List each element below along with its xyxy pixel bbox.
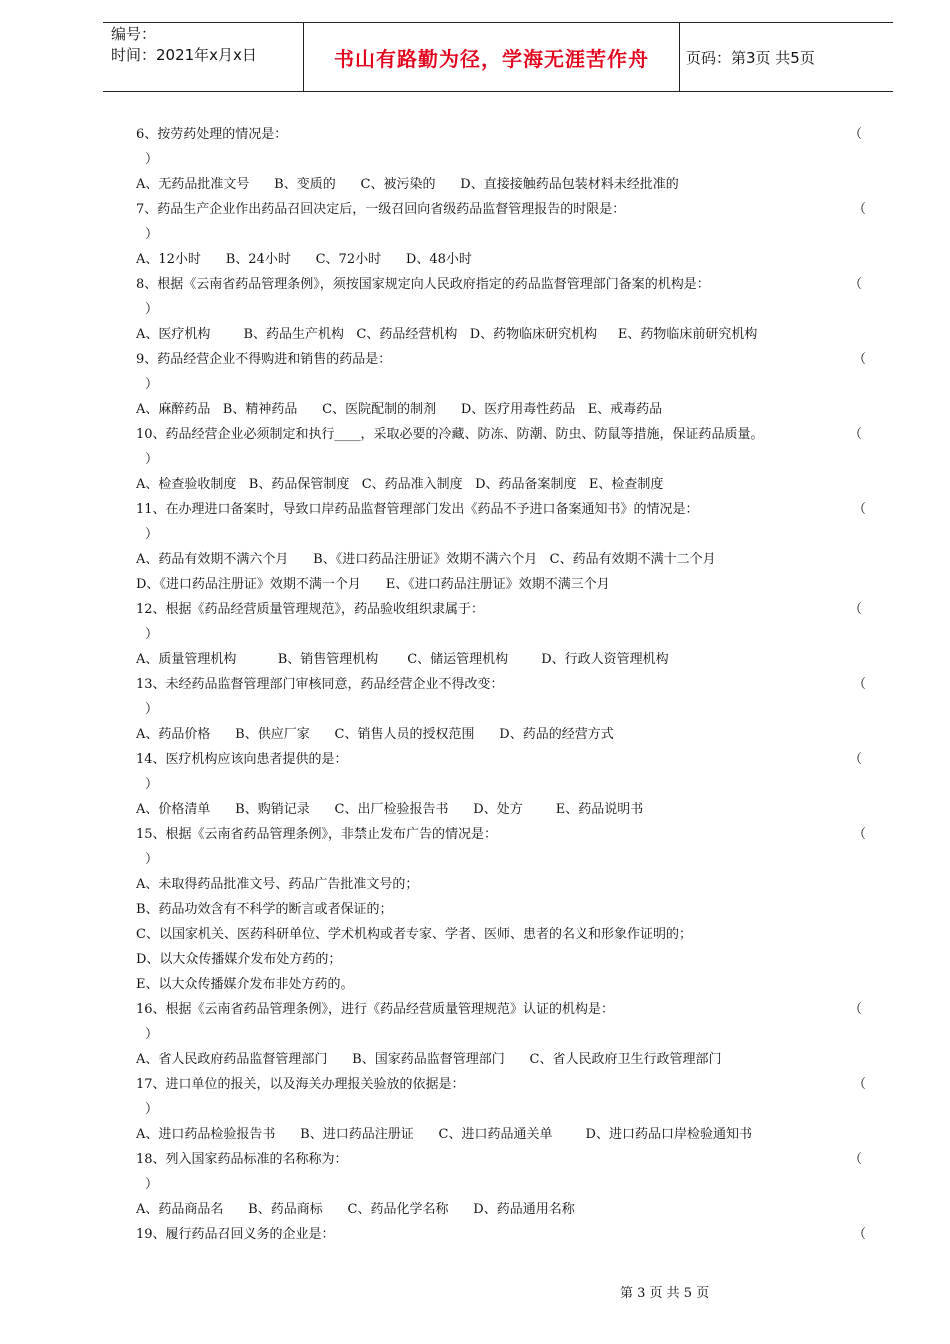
answer-paren-open: （ bbox=[853, 827, 867, 842]
question-text: 17、进口单位的报关，以及海关办理报关验放的依据是： bbox=[136, 1077, 465, 1092]
option-line: E、以大众传播媒介发布非处方药的。 bbox=[136, 977, 354, 992]
answer-paren-open: （ bbox=[849, 1152, 863, 1167]
answer-paren-open: （ bbox=[849, 1002, 863, 1017]
question-text: 8、根据《云南省药品管理条例》，须按国家规定向人民政府指定的药品监督管理部门备案的机构是： bbox=[136, 277, 710, 292]
answer-paren-open: （ bbox=[853, 1227, 867, 1242]
question-text: 16、根据《云南省药品管理条例》，进行《药品经营质量管理规范》认证的机构是： bbox=[136, 1002, 615, 1017]
answer-paren-open: （ bbox=[853, 202, 867, 217]
header-motto-cell bbox=[303, 23, 680, 91]
option-line: C、以国家机关、医药科研单位、学术机构或者专家、学者、医师、患者的名义和形象作证明的； bbox=[136, 927, 692, 942]
page-footer: 第 3 页 共 5 页 bbox=[620, 1286, 710, 1301]
option-line: A、医疗机构 B、药品生产机构 C、药品经营机构 D、药物临床研究机构 E、药物临床前研究机构 bbox=[136, 327, 758, 342]
option-line: A、12小时 B、24小时 C、72小时 D、48小时 bbox=[136, 252, 472, 267]
question-text: 13、未经药品监督管理部门审核同意，药品经营企业不得改变： bbox=[136, 677, 504, 692]
option-line: A、麻醉药品 B、精神药品 C、医院配制的制剂 D、医疗用毒性药品 E、戒毒药品 bbox=[136, 402, 663, 417]
question-text: 6、按劳药处理的情况是： bbox=[136, 127, 288, 142]
option-line: A、进口药品检验报告书 B、进口药品注册证 C、进口药品通关单 D、进口药品口岸检验通知书 bbox=[136, 1127, 752, 1142]
answer-paren-open: （ bbox=[849, 752, 863, 767]
answer-paren-close: ） bbox=[145, 227, 159, 242]
time-label: 时间：2021年x月x日 bbox=[111, 46, 257, 64]
question-text: 7、药品生产企业作出药品召回决定后，一级召回向省级药品监督管理报告的时限是： bbox=[136, 202, 626, 217]
option-line: A、价格清单 B、购销记录 C、出厂检验报告书 D、处方 E、药品说明书 bbox=[136, 802, 644, 817]
question-text: 15、根据《云南省药品管理条例》，非禁止发布广告的情况是： bbox=[136, 827, 498, 842]
option-line: A、质量管理机构 B、销售管理机构 C、储运管理机构 D、行政人资管理机构 bbox=[136, 652, 669, 667]
option-line: B、药品功效含有不科学的断言或者保证的； bbox=[136, 902, 393, 917]
answer-paren-close: ） bbox=[145, 302, 159, 317]
answer-paren-open: （ bbox=[849, 277, 863, 292]
answer-paren-close: ） bbox=[145, 702, 159, 717]
question-text: 18、列入国家药品标准的名称称为： bbox=[136, 1152, 348, 1167]
number-label: 编号： bbox=[111, 25, 157, 43]
motto: 书山有路勤为径，学海无涯苦作舟 bbox=[334, 46, 649, 71]
option-line: A、检查验收制度 B、药品保管制度 C、药品准入制度 D、药品备案制度 E、检查制度 bbox=[136, 477, 664, 492]
answer-paren-close: ） bbox=[145, 152, 159, 167]
question-text: 10、药品经营企业必须制定和执行____，采取必要的冷藏、防冻、防潮、防虫、防鼠等措施，保证药品质量。 bbox=[136, 427, 764, 442]
page-header bbox=[103, 22, 893, 92]
answer-paren-close: ） bbox=[145, 452, 159, 467]
answer-paren-open: （ bbox=[853, 1077, 867, 1092]
option-line: A、药品有效期不满六个月 B、《进口药品注册证》效期不满六个月 C、药品有效期不满十二个月 bbox=[136, 552, 716, 567]
option-line: A、无药品批准文号 B、变质的 C、被污染的 D、直接接触药品包装材料未经批准的 bbox=[136, 177, 679, 192]
answer-paren-close: ） bbox=[145, 1102, 159, 1117]
option-line: A、药品价格 B、供应厂家 C、销售人员的授权范围 D、药品的经营方式 bbox=[136, 727, 614, 742]
question-text: 14、医疗机构应该向患者提供的是： bbox=[136, 752, 348, 767]
option-line: D、《进口药品注册证》效期不满一个月 E、《进口药品注册证》效期不满三个月 bbox=[136, 577, 610, 592]
answer-paren-open: （ bbox=[849, 127, 863, 142]
header-page-info-cell bbox=[686, 23, 891, 91]
option-line: A、未取得药品批准文号、药品广告批准文号的； bbox=[136, 877, 419, 892]
answer-paren-open: （ bbox=[849, 427, 863, 442]
answer-paren-close: ） bbox=[145, 377, 159, 392]
header-meta bbox=[111, 23, 296, 91]
answer-paren-close: ） bbox=[145, 852, 159, 867]
question-text: 9、药品经营企业不得购进和销售的药品是： bbox=[136, 352, 392, 367]
page-info: 页码：第3页 共5页 bbox=[686, 48, 815, 67]
answer-paren-open: （ bbox=[853, 352, 867, 367]
answer-paren-close: ） bbox=[145, 627, 159, 642]
answer-paren-open: （ bbox=[853, 502, 867, 517]
answer-paren-open: （ bbox=[849, 602, 863, 617]
answer-paren-close: ） bbox=[145, 1027, 159, 1042]
answer-paren-close: ） bbox=[145, 777, 159, 792]
answer-paren-open: （ bbox=[853, 677, 867, 692]
option-line: A、药品商品名 B、药品商标 C、药品化学名称 D、药品通用名称 bbox=[136, 1202, 575, 1217]
answer-paren-close: ） bbox=[145, 1177, 159, 1192]
answer-paren-close: ） bbox=[145, 527, 159, 542]
question-text: 11、在办理进口备案时，导致口岸药品监督管理部门发出《药品不予进口备案通知书》的情况是： bbox=[136, 502, 699, 517]
question-text: 12、根据《药品经营质量管理规范》，药品验收组织隶属于： bbox=[136, 602, 485, 617]
option-line: A、省人民政府药品监督管理部门 B、国家药品监督管理部门 C、省人民政府卫生行政管理部门 bbox=[136, 1052, 722, 1067]
option-line: D、以大众传播媒介发布处方药的； bbox=[136, 952, 342, 967]
question-text: 19、履行药品召回义务的企业是： bbox=[136, 1227, 335, 1242]
